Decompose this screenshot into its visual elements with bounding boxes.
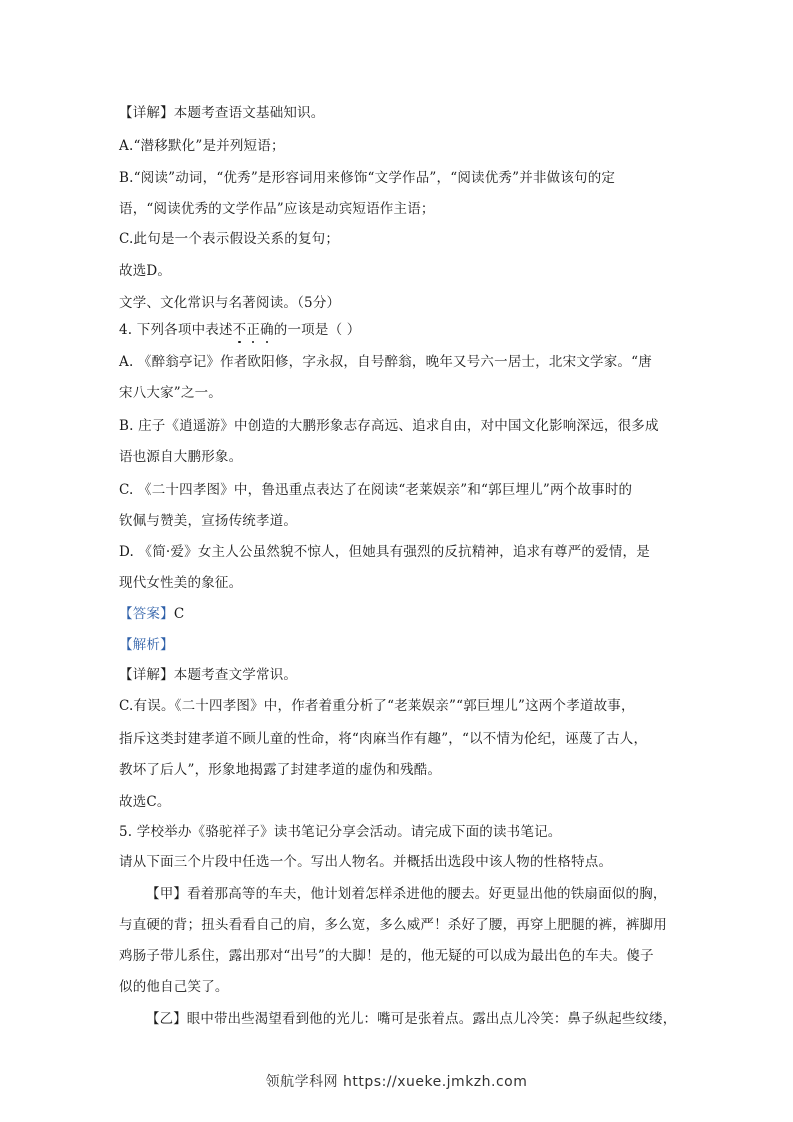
section-heading: 文学、文化常识与名著阅读。（5分）: [119, 295, 341, 311]
option-b-line2: 语也源自大鹏形象。: [119, 449, 243, 465]
option-c-line2: 钦佩与赞美，宣扬传统孝道。: [119, 513, 298, 529]
excerpt-jia-line1: 【甲】看着那高等的车夫，他计划着怎样杀进他的腰去。好更显出他的铁扇面似的胸，: [146, 886, 667, 902]
detail-heading-2: 【详解】本题考查文学常识。: [119, 667, 298, 683]
conclusion-1: 故选D。: [119, 263, 172, 279]
option-c-line1: C. 《二十四孝图》中，鲁迅重点表达了在阅读“老莱娱亲”和“郭巨埋儿”两个故事时的: [119, 482, 633, 498]
option-b-line1: B. 庄子《逍遥游》中创造的大鹏形象志存高远、追求自由，对中国文化影响深远，很多成: [119, 418, 659, 434]
question-4: [119, 321, 360, 339]
option-d-line2: 现代女性美的象征。: [119, 575, 243, 591]
emphasis-char: 正: [246, 322, 261, 338]
question-5: 5. 学校举办《骆驼祥子》读书笔记分享会活动。请完成下面的读书笔记。: [119, 824, 562, 840]
detail-heading-1: 【详解】本题考查语文基础知识。: [119, 105, 325, 121]
explanation-a: A.“潜移默化”是并列短语；: [119, 138, 285, 154]
emphasis-char: 确: [260, 322, 274, 338]
excerpt-jia-line3: 鸡肠子带儿系住，露出那对“出号”的大脚！是的，他无疑的可以成为最出色的车夫。傻子: [119, 948, 654, 964]
answer-label: 【答案】: [119, 606, 174, 622]
excerpt-jia-line4: 似的他自己笑了。: [119, 979, 229, 995]
excerpt-yi-line1: 【乙】眼中带出些渴望看到他的光儿：嘴可是张着点。露出点儿冷笑：鼻子纵起些纹缕，: [146, 1011, 677, 1027]
excerpt-jia-line2: 与直硬的背；扭头看看自己的肩，多么宽，多么威严！杀好了腰，再穿上肥腿的裤，裤脚用: [119, 917, 667, 933]
answer-line: [119, 605, 184, 623]
analysis-line3: 教坏了后人”，形象地揭露了封建孝道的虚伪和残酷。: [119, 762, 442, 778]
option-a-line2: 宋八大家”之一。: [119, 385, 223, 401]
conclusion-2: 故选C。: [119, 794, 171, 810]
analysis-label: 【解析】: [119, 637, 174, 653]
question-4-suffix: 的一项是（ ）: [273, 322, 361, 338]
explanation-b-line2: 语，“阅读优秀的文学作品”应该是动宾短语作主语；: [119, 201, 435, 217]
analysis-line2: 指斥这类封建孝道不顾儿童的性命，将“肉麻当作有趣”，“以不情为伦纪，诬蔑了古人，: [119, 731, 648, 747]
explanation-c: C.此句是一个表示假设关系的复句；: [119, 231, 340, 247]
footer-watermark: 领航学科网 https://xueke.jmkzh.com: [265, 1074, 528, 1090]
question-4-prefix: 4. 下列各项中表述: [119, 322, 233, 338]
analysis-line1: C.有误。《二十四孝图》中，作者着重分析了“老莱娱亲”“郭巨埋儿”这两个孝道故事，: [119, 698, 635, 714]
option-d-line1: D. 《简·爱》女主人公虽然貌不惊人，但她具有强烈的反抗精神，追求有尊严的爱情，是: [119, 544, 650, 560]
option-a-line1: A. 《醉翁亭记》作者欧阳修，字永叔，自号醉翁，晚年又号六一居士，北宋文学家。“唐: [119, 354, 652, 370]
explanation-b-line1: B.“阅读”动词，“优秀”是形容词用来修饰“文学作品”，“阅读优秀”并非做该句的定: [119, 170, 616, 186]
emphasis-char: 不: [232, 322, 247, 338]
question-5-instruction: 请从下面三个片段中任选一个。写出人物名。并概括出选段中该人物的性格特点。: [119, 854, 613, 870]
answer-value: C: [173, 606, 185, 622]
